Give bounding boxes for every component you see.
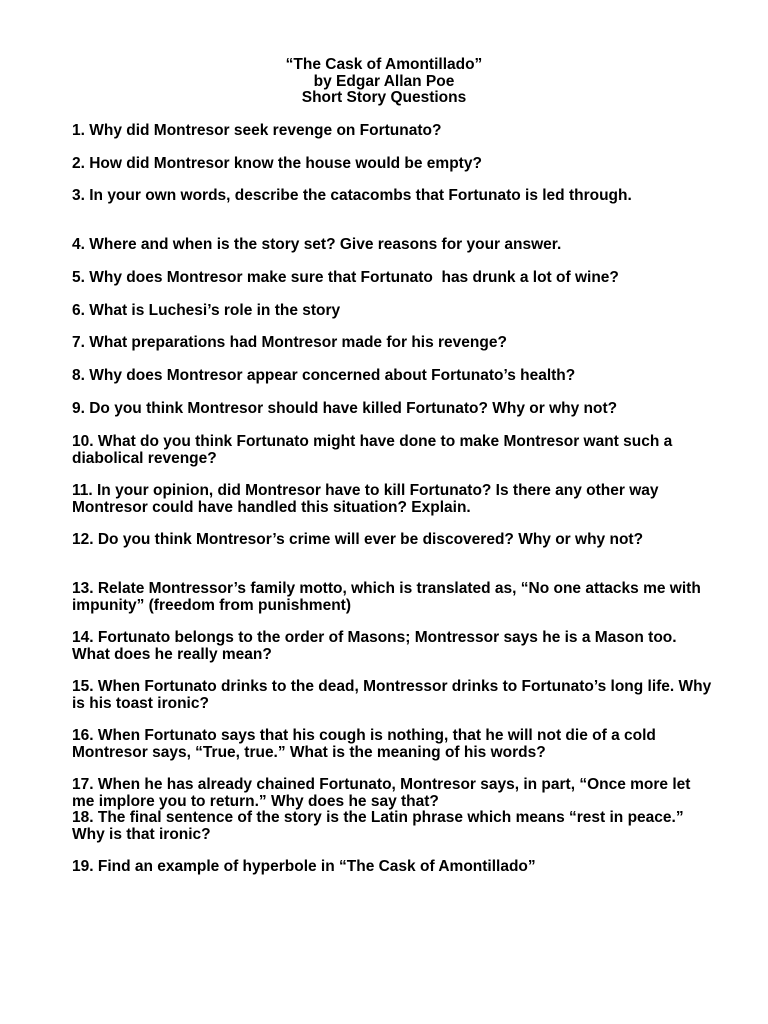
question-9: 9. Do you think Montresor should have killed Fortunato? Why or why not? (72, 400, 618, 417)
document-title: “The Cask of Amontillado” (285, 56, 483, 73)
title-block (0, 57, 768, 107)
question-17: 17. When he has already chained Fortunato, Montresor says, in part, “Once more let me implore you to return.” Why does he say that? (72, 776, 695, 810)
question-18: 18. The final sentence of the story is the Latin phrase which means “rest in peace.” Why is that ironic? (72, 809, 688, 843)
question-4: 4. Where and when is the story set? Give reasons for your answer. (72, 236, 562, 253)
question-1: 1. Why did Montresor seek revenge on Fortunato? (72, 122, 442, 139)
question-2: 2. How did Montresor know the house would be empty? (72, 155, 482, 172)
question-5: 5. Why does Montresor make sure that Fortunato has drunk a lot of wine? (72, 269, 619, 286)
question-8: 8. Why does Montresor appear concerned about Fortunato’s health? (72, 367, 576, 384)
question-15: 15. When Fortunato drinks to the dead, Montressor drinks to Fortunato’s long life. Why is his toast ironic? (72, 678, 716, 712)
question-7: 7. What preparations had Montresor made for his revenge? (72, 334, 507, 351)
question-13: 13. Relate Montressor’s family motto, which is translated as, “No one attacks me with impunity” (freedom from punishment) (72, 580, 706, 614)
question-19: 19. Find an example of hyperbole in “The Cask of Amontillado” (72, 858, 536, 875)
document-author: by Edgar Allan Poe (313, 72, 455, 90)
document-subtitle: Short Story Questions (301, 89, 467, 106)
question-14: 14. Fortunato belongs to the order of Masons; Montressor says he is a Mason too. What does he really mean? (72, 629, 681, 663)
question-11: 11. In your opinion, did Montresor have to kill Fortunato? Is there any other way Montresor could have handled this situation? Explain. (72, 482, 663, 516)
question-6: 6. What is Luchesi’s role in the story (72, 302, 341, 319)
question-16: 16. When Fortunato says that his cough is nothing, that he will not die of a cold Montresor says, “True, true.” What is the meaning of his words? (72, 727, 661, 761)
question-3: 3. In your own words, describe the catacombs that Fortunato is led through. (72, 187, 632, 204)
question-10: 10. What do you think Fortunato might have done to make Montresor want such a diabolical revenge? (72, 433, 677, 467)
question-12: 12. Do you think Montresor’s crime will ever be discovered? Why or why not? (72, 531, 644, 548)
